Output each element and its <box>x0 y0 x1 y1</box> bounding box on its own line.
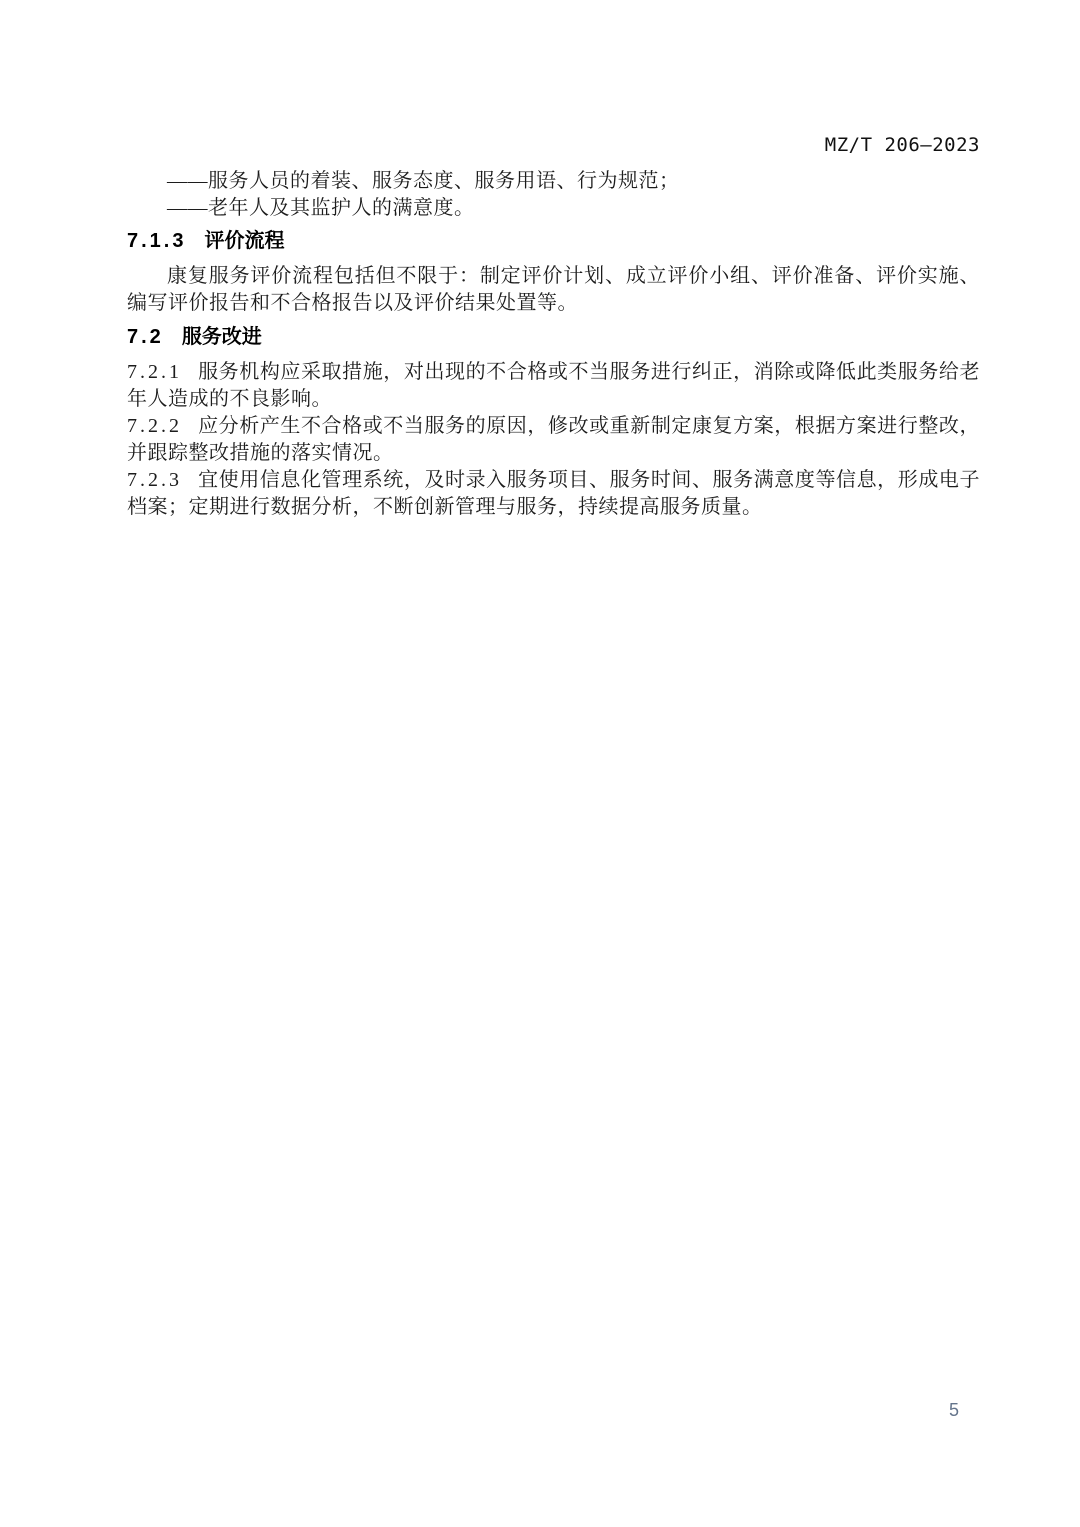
section-heading-7-2 <box>127 324 980 350</box>
section-title: 服务改进 <box>181 326 262 348</box>
paragraph-evaluation-process: 康复服务评价流程包括但不限于：制定评价计划、成立评价小组、评价准备、评价实施、编写评价报告和不合格报告以及评价结果处置等。 <box>127 265 980 314</box>
clause-text: 应分析产生不合格或不当服务的原因，修改或重新制定康复方案，根据方案进行整改，并跟踪整改措施的落实情况。 <box>127 415 980 464</box>
section-heading-7-1-3 <box>127 228 980 254</box>
clause-text: 服务机构应采取措施，对出现的不合格或不当服务进行纠正，消除或降低此类服务给老年人造成的不良影响。 <box>127 361 980 410</box>
clause-7-2-3 <box>127 467 980 521</box>
clause-7-2-2 <box>127 413 980 467</box>
section-number: 7.2 <box>127 326 164 348</box>
section-number: 7.1.3 <box>127 230 187 252</box>
dash-list-item: ——服务人员的着装、服务态度、服务用语、行为规范； <box>167 170 680 192</box>
clause-number: 7.2.1 <box>127 361 182 383</box>
section-title: 评价流程 <box>204 230 285 252</box>
page-content <box>127 133 980 521</box>
clause-text: 宜使用信息化管理系统，及时录入服务项目、服务时间、服务满意度等信息，形成电子档案；定期进行数据分析，不断创新管理与服务，持续提高服务质量。 <box>127 469 980 518</box>
clause-number: 7.2.2 <box>127 415 182 437</box>
clause-number: 7.2.3 <box>127 469 182 491</box>
page-number: 5 <box>948 1400 959 1420</box>
clause-7-2-1 <box>127 359 980 413</box>
dash-list-item: ——老年人及其监护人的满意度。 <box>167 197 475 219</box>
document-code-header: MZ/T 206—2023 <box>824 134 980 156</box>
